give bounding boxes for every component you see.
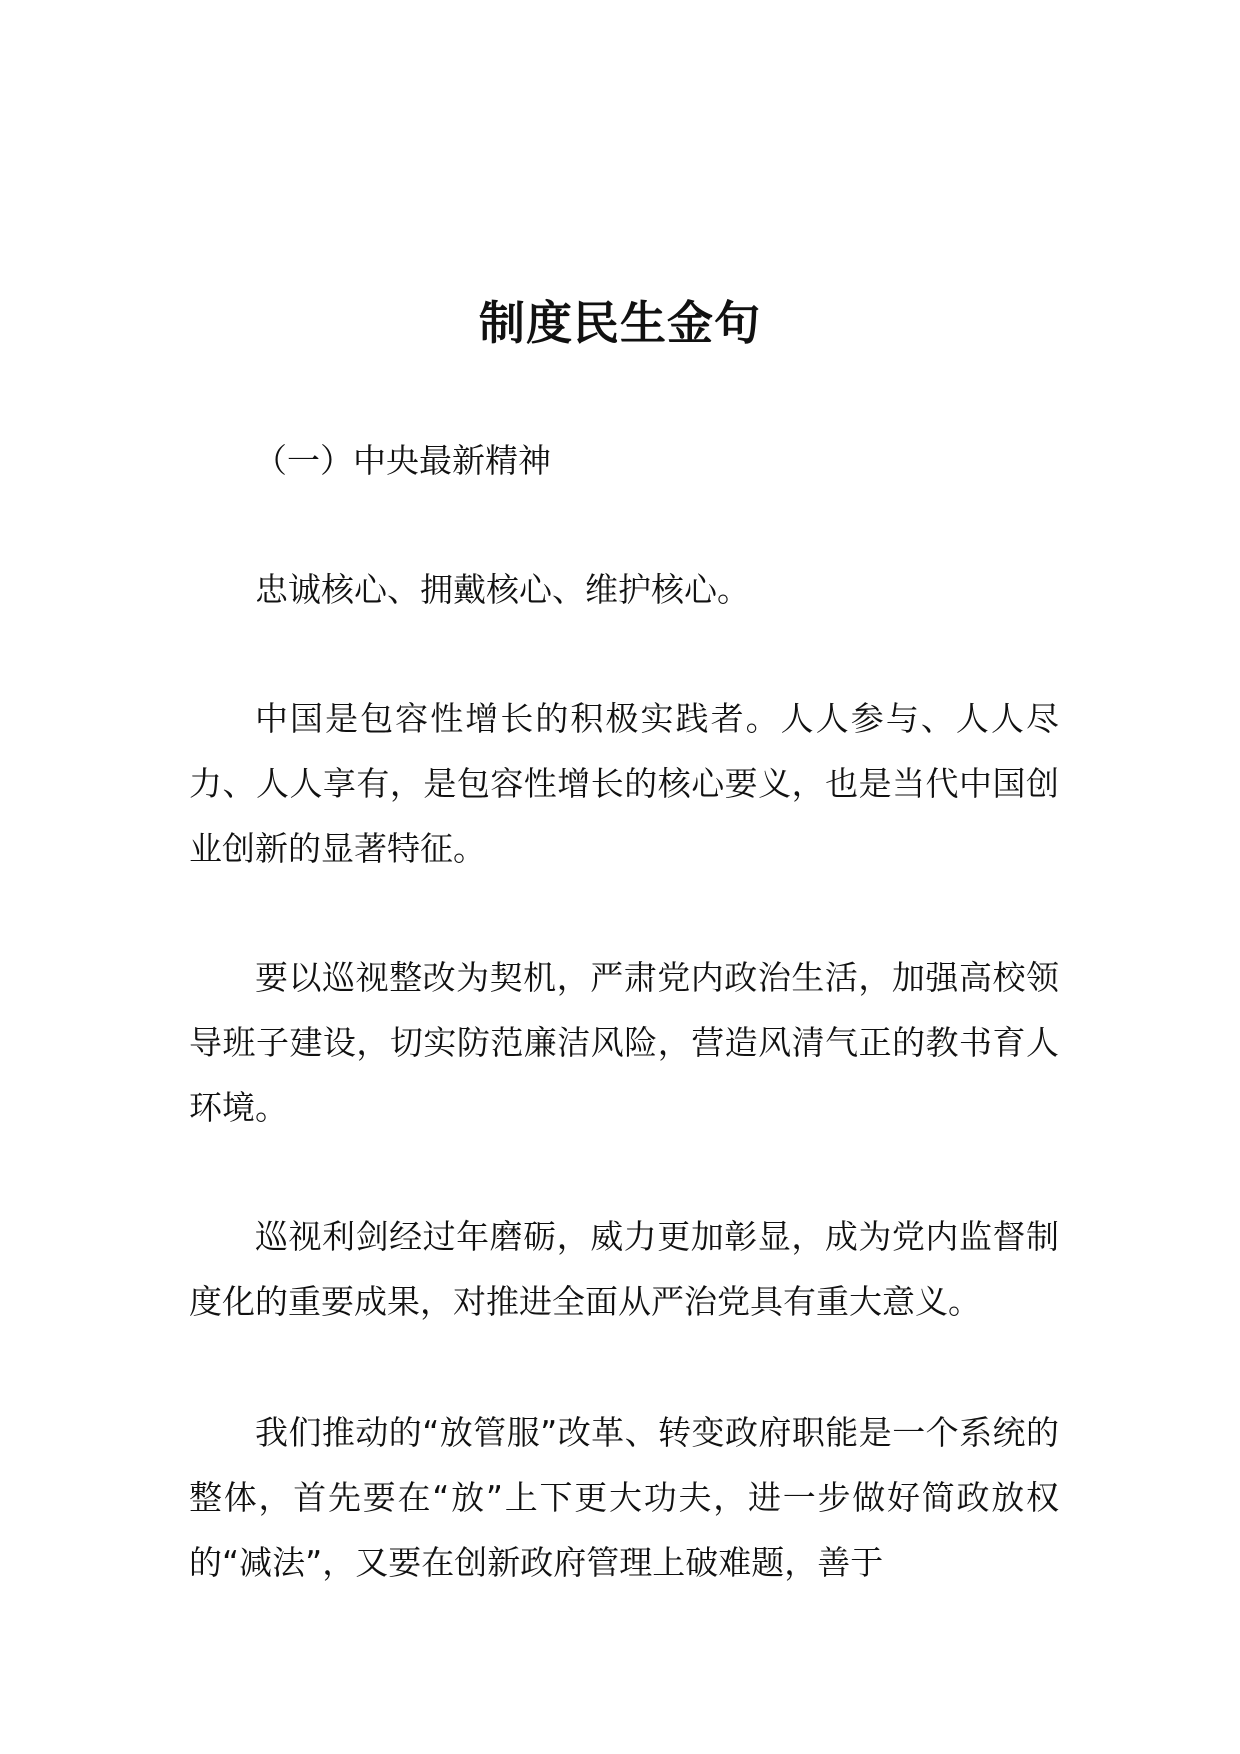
paragraph: 要以巡视整改为契机，严肃党内政治生活，加强高校领导班子建设，切实防范廉洁风险，营造风清气正的教书育人环境。 bbox=[189, 958, 1059, 1127]
paragraph: 中国是包容性增长的积极实践者。人人参与、人人尽力、人人享有，是包容性增长的核心要义，也是当代中国创业创新的显著特征。 bbox=[189, 699, 1059, 868]
paragraph: 忠诚核心、拥戴核心、维护核心。 bbox=[255, 570, 750, 609]
paragraph: 我们推动的“放管服”改革、转变政府职能是一个系统的整体，首先要在“放”上下更大功夫，进一步做好简政放权的“减法”，又要在创新政府管理上破难题，善于 bbox=[189, 1413, 1059, 1582]
document-title: 制度民生金句 bbox=[479, 296, 761, 350]
section-heading: （一）中央最新精神 bbox=[254, 441, 551, 480]
paragraph: 巡视利剑经过年磨砺，威力更加彰显，成为党内监督制度化的重要成果，对推进全面从严治党具有重大意义。 bbox=[189, 1217, 1059, 1321]
